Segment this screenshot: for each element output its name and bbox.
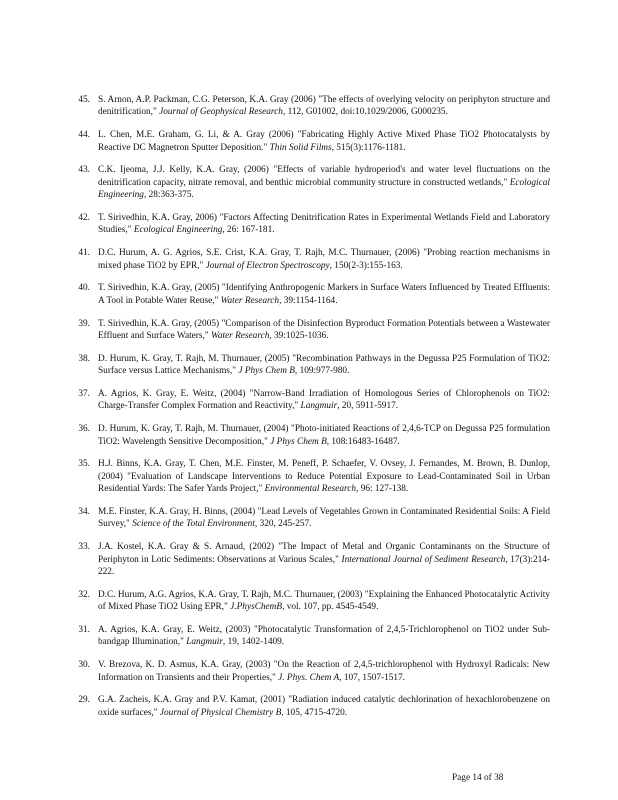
reference-journal: J.PhysChemB	[230, 602, 283, 613]
reference-authors: D.C. Hurum, A.G. Agrios, K.A. Gray, T. Rajh, M.C. Thurnauer, (2003)	[98, 589, 365, 600]
reference-text	[98, 318, 550, 343]
reference-item	[70, 388, 550, 413]
reference-item	[70, 247, 550, 272]
reference-number: 44.	[78, 130, 90, 141]
reference-title: "Probing reaction mechanisms in mixed phase TiO2 by EPR,"	[98, 248, 550, 271]
reference-list	[70, 94, 550, 730]
reference-details: , 150(2-3):155-163.	[329, 260, 403, 271]
reference-title: "Explaining the Enhanced Photocatalytic Activity of Mixed Phase TiO2 Using EPR,"	[98, 589, 550, 613]
reference-title: "Photo-initiated Reactions of 2,4,6-TCP on Degussa P25 formulation TiO2: Wavelength Sensitive Decomposition,"	[98, 424, 550, 447]
reference-text	[98, 541, 550, 578]
reference-journal: International Journal of Sediment Research	[341, 554, 506, 565]
reference-text	[98, 247, 550, 272]
reference-text	[98, 164, 550, 201]
reference-journal: Science of the Total Environment	[132, 519, 255, 530]
reference-authors: M.E. Finster, K.A. Gray, H. Binns, (2004)	[98, 507, 258, 518]
reference-authors: J.A. Kostel, K.A. Gray & S. Arnaud, (2002)	[98, 542, 279, 553]
reference-details: , 28:363-375.	[143, 190, 194, 201]
reference-title: "Photocatalytic Transformation of 2,4,5-Trichlorophenol on TiO2 under Sub-bandgap Illumination,"	[98, 625, 550, 648]
reference-details: , 107, 1507-1517.	[339, 672, 406, 683]
reference-text	[98, 589, 550, 614]
reference-text	[98, 282, 550, 307]
reference-authors: S. Arnon, A.P. Packman, C.G. Peterson, K.A. Gray (2006)	[98, 95, 319, 105]
reference-journal: J Phys Chem B	[270, 436, 327, 447]
reference-journal: J. Phys. Chem A	[278, 672, 340, 683]
reference-details: , 320, 245-257.	[254, 519, 312, 530]
reference-number: 32.	[78, 589, 90, 600]
reference-number: 29.	[78, 695, 90, 706]
reference-text	[98, 129, 550, 154]
reference-number: 42.	[78, 213, 90, 224]
reference-journal: Water Research	[210, 331, 270, 342]
reference-details: , vol. 107, pp. 4545-4549.	[282, 602, 379, 613]
reference-authors: V. Brezova, K. D. Asmus, K.A. Gray, (2003)	[98, 660, 274, 671]
reference-details: , 112, G01002, doi:10.1029/2006, G000235.	[282, 107, 448, 118]
reference-text	[98, 353, 550, 378]
reference-journal: Journal of Electron Spectroscopy	[205, 260, 330, 271]
reference-title: "Evaluation of Landscape Interventions to Reduce Potential Exposure to Lead-Contaminated Soil in Urban Residential Yards: The Safer Yards Project,"	[98, 471, 550, 495]
reference-journal: Ecological Engineering	[133, 225, 223, 236]
reference-number: 39.	[78, 318, 90, 329]
reference-journal: Thin Solid Films	[269, 142, 332, 153]
reference-item	[70, 624, 550, 649]
reference-details: , 39:1154-1164.	[279, 295, 338, 306]
reference-item	[70, 212, 550, 237]
reference-authors: T. Sirivedhin, K.A. Gray, (2005)	[98, 318, 222, 329]
reference-text	[98, 506, 550, 531]
reference-details: , 96: 127-138.	[356, 484, 409, 495]
reference-number: 31.	[78, 625, 90, 636]
reference-number: 35.	[78, 459, 90, 470]
reference-title: "Radiation induced catalytic dechlorination of hexachlorobenzene on oxide surfaces,"	[98, 695, 551, 718]
reference-number: 41.	[78, 248, 90, 259]
reference-number: 38.	[78, 353, 90, 364]
reference-authors: C.K. Ijeoma, J.J. Kelly, K.A. Gray, (2006)	[98, 165, 274, 176]
reference-authors: D. Hurum, K. Gray, T. Rajh, M. Thurnauer, (2004)	[98, 424, 292, 435]
reference-item	[70, 541, 550, 578]
reference-details: , 17(3):214-222.	[98, 554, 550, 578]
reference-item	[70, 94, 550, 119]
reference-title: "Narrow-Band Irradiation of Homologous Series of Chlorophenols on TiO2: Charge-Transfer Complex Formation and Reactivity,"	[98, 389, 550, 412]
reference-journal: Environmental Research	[264, 484, 357, 495]
reference-item	[70, 164, 550, 201]
reference-number: 33.	[78, 542, 90, 553]
page-footer: Page 14 of 38	[452, 773, 504, 783]
reference-item	[70, 129, 550, 154]
reference-number: 36.	[78, 424, 90, 435]
reference-authors: L. Chen, M.E. Graham, G. Li, & A. Gray (2006)	[98, 130, 298, 141]
reference-title: "Lead Levels of Vegetables Grown in Contaminated Residential Soils: A Field Survey,"	[98, 507, 550, 530]
reference-text	[98, 388, 550, 413]
reference-text	[98, 458, 550, 495]
reference-authors: G.A. Zacheis, K.A. Gray and P.V. Kamat, (2001)	[98, 695, 289, 706]
reference-number: 40.	[78, 283, 90, 294]
reference-item	[70, 353, 550, 378]
reference-journal: Water Research	[220, 295, 280, 306]
reference-authors: T. Sirivedhin, K.A. Gray, (2005)	[98, 283, 222, 294]
reference-title: "Identifying Anthropogenic Markers in Surface Waters Influenced by Treated Effluents: A Tool in Potable Water Reuse,"	[98, 283, 550, 306]
reference-item	[70, 589, 550, 614]
reference-title: "Fabricating Highly Active Mixed Phase TiO2 Photocatalysts by Reactive DC Magnetron Sputter Deposition."	[98, 130, 550, 153]
reference-details: , 108:16483-16487.	[326, 436, 400, 447]
reference-details: , 109:977-980.	[294, 366, 350, 377]
reference-details: , 20, 5911-5917.	[337, 401, 399, 412]
reference-number: 45.	[78, 95, 90, 105]
reference-title: "Recombination Pathways in the Degussa P25 Formulation of TiO2: Surface versus Lattice Mechanisms,"	[98, 353, 550, 377]
reference-authors: T. Sirivedhin, K.A. Gray, 2006)	[98, 213, 220, 224]
reference-text	[98, 212, 550, 237]
reference-details: , 515(3):1176-1181.	[331, 142, 406, 153]
reference-item	[70, 282, 550, 307]
reference-number: 43.	[78, 165, 90, 176]
reference-journal: Langmuir	[300, 401, 338, 412]
reference-text	[98, 624, 550, 649]
reference-text	[98, 423, 550, 448]
reference-journal: J Phys Chem B	[238, 366, 295, 377]
reference-title: "Comparison of the Disinfection Byproduct Formation Potentials between a Wastewater Effluent and Surface Waters,"	[98, 318, 550, 342]
reference-item	[70, 694, 550, 719]
reference-title: "On the Reaction of 2,4,5-trichlorophenol with Hydroxyl Radicals: New Information on Transients and their Properties,"	[98, 660, 550, 683]
reference-title: "Effects of variable hydroperiod's and water level fluctuations on the denitrification capacity, nitrate removal, and benthic microbial community structure in constructed wetlands,"	[98, 165, 550, 188]
reference-title: "The Impact of Metal and Organic Contaminants on the Structure of Periphyton in Lotic Sediments: Observations at Various Scales,"	[98, 542, 550, 565]
reference-number: 37.	[78, 389, 90, 400]
reference-item	[70, 458, 550, 495]
reference-details: , 39:1025-1036.	[269, 331, 329, 342]
reference-details: , 19, 1402-1409.	[222, 637, 285, 648]
reference-authors: D. Hurum, K. Gray, T. Rajh, M. Thurnauer, (2005)	[98, 353, 293, 364]
reference-number: 34.	[78, 507, 90, 518]
reference-item	[70, 506, 550, 531]
reference-details: , 26: 167-181.	[222, 225, 275, 236]
reference-item	[70, 659, 550, 684]
reference-journal: Journal of Geophysical Research	[159, 107, 283, 118]
reference-journal: Ecological Engineering	[98, 177, 550, 201]
reference-item	[70, 423, 550, 448]
reference-journal: Journal of Physical Chemistry B	[159, 707, 282, 718]
reference-authors: A. Agrios, K. Gray, E. Weitz, (2004)	[98, 389, 250, 400]
reference-authors: H.J. Binns, K.A. Gray, T. Chen, M.E. Finster, M. Peneff, P. Schaefer, V. Ovsey, J. Fernandes, M. Brown, B. Dunlop, (2004)	[98, 459, 550, 482]
reference-title: "The effects of overlying velocity on periphyton structure and denitrification,"	[98, 95, 550, 118]
reference-text	[98, 94, 550, 119]
reference-authors: A. Agrios, K.A. Gray, E. Weitz, (2003)	[98, 625, 254, 636]
reference-item	[70, 318, 550, 343]
reference-number: 30.	[78, 660, 90, 671]
reference-title: "Factors Affecting Denitrification Rates in Experimental Wetlands Field and Laboratory Studies,"	[98, 213, 550, 236]
reference-journal: Langmuir	[186, 637, 223, 648]
reference-authors: D.C. Hurum, A. G. Agrios, S.E. Crist, K.A. Gray, T. Rajh, M.C. Thurnauer, (2006)	[98, 248, 424, 259]
reference-details: , 105, 4715-4720.	[281, 707, 348, 718]
reference-text	[98, 694, 550, 719]
reference-text	[98, 659, 550, 684]
